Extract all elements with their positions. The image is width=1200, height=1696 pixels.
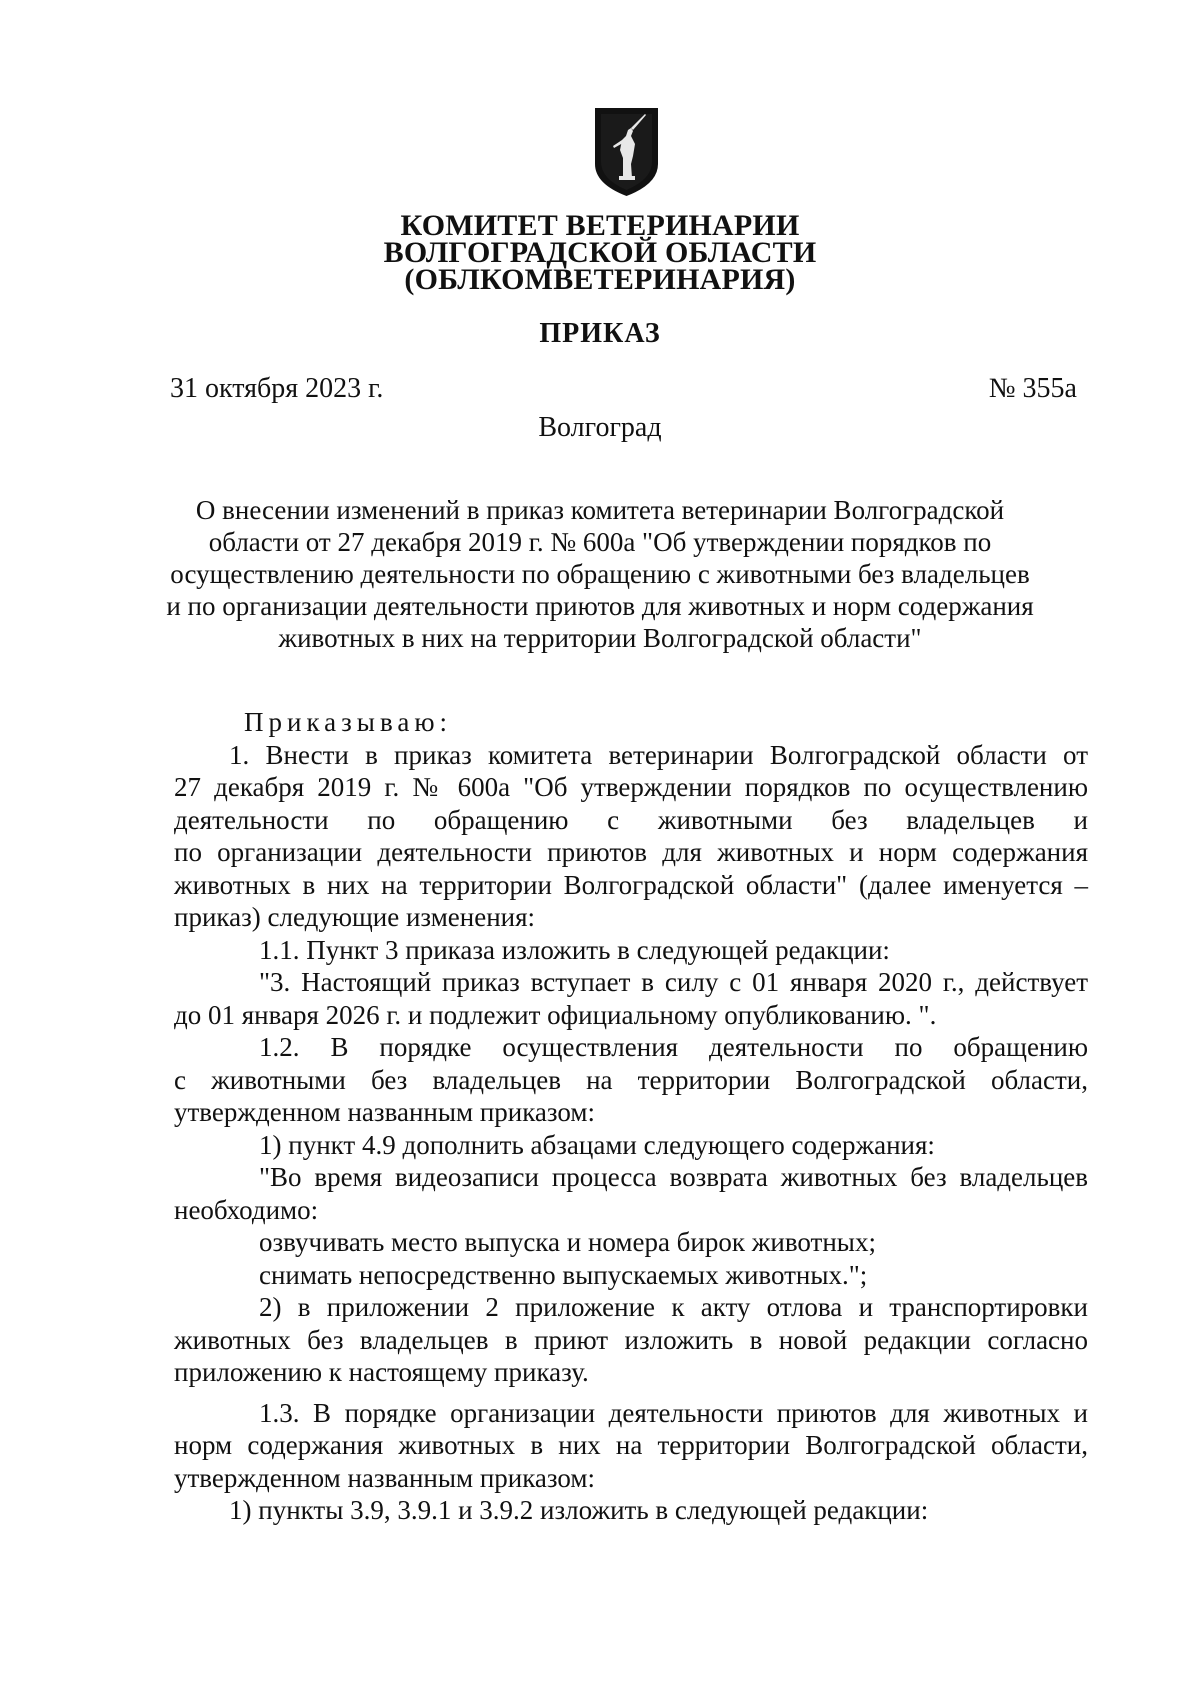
document-subject	[150, 494, 1050, 654]
subject-line: области от 27 декабря 2019 г. № 600а "Об утверждении порядков по	[208, 527, 992, 557]
body-line-directive: Приказываю:	[244, 707, 452, 737]
coat-of-arms-icon	[593, 106, 660, 198]
org-line: (ОБЛКОМВЕТЕРИНАРИЯ)	[404, 263, 796, 296]
body-line: "Во время видеозаписи процесса возврата животных без владельцев	[259, 1162, 1088, 1192]
body-line: 1.1. Пункт 3 приказа изложить в следующей редакции:	[259, 934, 890, 965]
subject-line: животных в них на территории Волгоградской области"	[278, 623, 922, 653]
body-line: снимать непосредственно выпускаемых животных.";	[259, 1259, 868, 1290]
body-line: необходимо:	[174, 1194, 319, 1225]
body-line: 1.2. В порядке осуществления деятельности по обращению	[259, 1032, 1088, 1062]
body-line: 1) пункт 4.9 дополнить абзацами следующего содержания:	[259, 1129, 935, 1160]
body-line: по организации деятельности приютов для животных и норм содержания	[174, 837, 1088, 867]
body-line: с животными без владельцев на территории Волгоградской области,	[174, 1064, 1088, 1095]
body-line: 1.3. В порядке организации деятельности приютов для животных и	[259, 1397, 1088, 1428]
subject-line: осуществлению деятельности по обращению с животными без владельцев	[170, 559, 1030, 589]
body-line: деятельности по обращению с животными без владельцев и	[174, 804, 1088, 835]
body-line: 27 декабря 2019 г. № 600а "Об утверждении порядков по осуществлению	[174, 772, 1088, 802]
body-line: норм содержания животных в них на территории Волгоградской области,	[174, 1430, 1088, 1460]
body-line: утвержденном названным приказом:	[174, 1097, 595, 1127]
org-line: КОМИТЕТ ВЕТЕРИНАРИИ	[400, 209, 800, 242]
body-line: 1) пункты 3.9, 3.9.1 и 3.9.2 изложить в следующей редакции:	[229, 1495, 929, 1525]
body-line: животных без владельцев в приют изложить в новой редакции согласно	[174, 1324, 1088, 1355]
organization-name	[0, 209, 1200, 296]
body-line: 2) в приложении 2 приложение к акту отлова и транспортировки	[259, 1292, 1088, 1322]
body-line: 1. Внести в приказ комитета ветеринарии Волгоградской области от	[229, 739, 1088, 770]
subject-line: и по организации деятельности приютов для животных и норм содержания	[166, 591, 1034, 621]
body-line: до 01 января 2026 г. и подлежит официальному опубликованию. ".	[174, 999, 937, 1030]
body-line: животных в них на территории Волгоградской области" (далее именуется –	[174, 869, 1088, 900]
body-line: утвержденном названным приказом:	[174, 1462, 595, 1493]
body-line: приложению к настоящему приказу.	[174, 1357, 589, 1387]
document-body	[174, 706, 1088, 1527]
subject-line: О внесении изменений в приказ комитета ветеринарии Волгоградской	[195, 495, 1005, 525]
document-city: Волгоград	[538, 412, 662, 443]
document-date: 31 октября 2023 г.	[170, 373, 384, 404]
body-line: приказ) следующие изменения:	[174, 902, 536, 932]
document-number: № 355а	[988, 373, 1077, 404]
org-line: ВОЛГОГРАДСКОЙ ОБЛАСТИ	[383, 236, 817, 269]
body-line: "3. Настоящий приказ вступает в силу с 01 января 2020 г., действует	[259, 967, 1088, 997]
body-line: озвучивать место выпуска и номера бирок животных;	[259, 1227, 876, 1257]
document-type: ПРИКАЗ	[539, 318, 661, 349]
